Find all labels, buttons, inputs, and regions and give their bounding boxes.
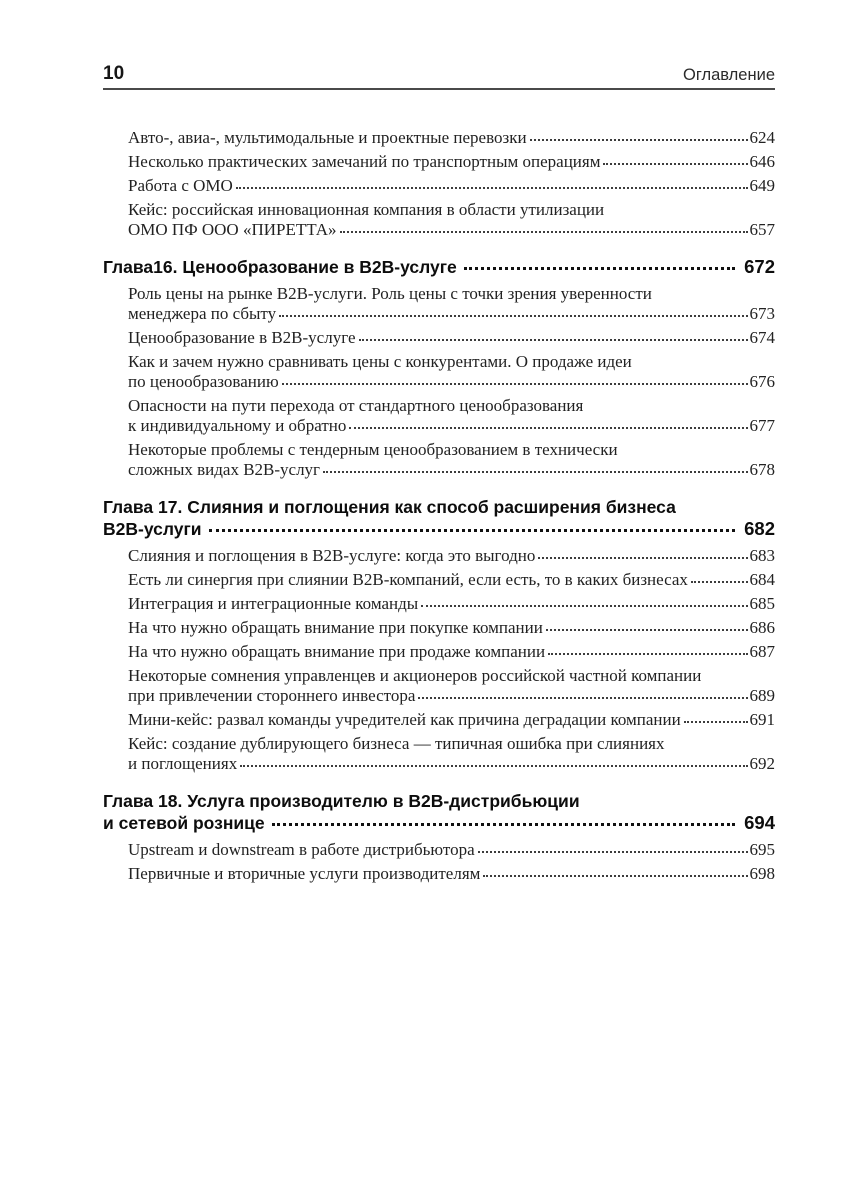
page-ref: 624: [749, 128, 775, 147]
entry-line: [128, 352, 775, 372]
toc-entry: [128, 864, 775, 884]
toc-entry: [128, 594, 775, 614]
page-ref: 657: [749, 220, 775, 239]
page-ref: 682: [744, 518, 775, 539]
entry-line: [128, 710, 775, 730]
chapter-line: [103, 812, 775, 834]
page-ref: 686: [749, 618, 775, 637]
toc-entry: [128, 570, 775, 590]
toc-entry: [128, 440, 775, 480]
page-ref: 684: [749, 570, 775, 589]
page-ref: 691: [749, 710, 775, 729]
leader-dots: [209, 529, 736, 532]
leader-dots: [323, 471, 747, 473]
leader-dots: [691, 581, 748, 583]
toc-entry: [128, 284, 775, 324]
chapter-text: В2В-услуги: [103, 519, 202, 539]
entry-line: [128, 546, 775, 566]
entry-line: [128, 416, 775, 436]
leader-dots: [282, 383, 748, 385]
toc-entry: [128, 396, 775, 436]
chapter-text: Глава 18. Услуга производителю в В2В-дистрибьюции: [103, 791, 580, 811]
entry-text: Кейс: создание дублирующего бизнеса — типичная ошибка при слияниях: [128, 734, 665, 753]
page-ref: 672: [744, 256, 775, 277]
entry-line: [128, 594, 775, 614]
page-ref: 649: [749, 176, 775, 195]
entry-line: [128, 440, 775, 460]
running-title: Оглавление: [683, 65, 775, 84]
entry-line: [128, 152, 775, 172]
page-ref: 673: [749, 304, 775, 323]
entry-line: [128, 396, 775, 416]
leader-dots: [421, 605, 747, 607]
entry-text: Работа с ОМО: [128, 176, 233, 195]
entry-text: Мини-кейс: развал команды учредителей как причина деградации компании: [128, 710, 681, 729]
entry-text: Кейс: российская инновационная компания в области утилизации: [128, 200, 605, 219]
chapter-heading: [103, 790, 775, 834]
entry-line: [128, 460, 775, 480]
entry-text: Некоторые сомнения управленцев и акционеров российской частной компании: [128, 666, 702, 685]
leader-dots: [349, 427, 747, 429]
leader-dots: [546, 629, 748, 631]
page-ref: 646: [749, 152, 775, 171]
page-ref: 689: [749, 686, 775, 705]
chapter-line: [103, 518, 775, 540]
entry-text: Слияния и поглощения в В2В-услуге: когда это выгодно: [128, 546, 536, 565]
chapter-text: Глава 17. Слияния и поглощения как способ расширения бизнеса: [103, 497, 676, 517]
table-of-contents: [103, 128, 775, 884]
entry-text: Авто-, авиа-, мультимодальные и проектные перевозки: [128, 128, 527, 147]
leader-dots: [464, 267, 735, 270]
entry-line: [128, 304, 775, 324]
leader-dots: [340, 231, 748, 233]
toc-entry: [128, 546, 775, 566]
toc-entry: [128, 176, 775, 196]
leader-dots: [359, 339, 748, 341]
chapter-text: и сетевой рознице: [103, 813, 265, 833]
leader-dots: [483, 875, 747, 877]
entry-line: [128, 642, 775, 662]
entry-text: Ценообразование в В2В-услуге: [128, 328, 356, 347]
page-ref: 683: [749, 546, 775, 565]
toc-entry: [128, 200, 775, 240]
entry-text: Есть ли синергия при слиянии В2В-компаний, если есть, то в каких бизнесах: [128, 570, 688, 589]
entry-text: ОМО ПФ ООО «ПИРЕТТА»: [128, 220, 337, 239]
toc-entry: [128, 642, 775, 662]
entry-text: к индивидуальному и обратно: [128, 416, 347, 435]
page-number: 10: [103, 63, 125, 84]
page-header: [103, 64, 775, 90]
chapter-line: [103, 790, 775, 812]
entry-line: [128, 666, 775, 686]
toc-entry: [128, 328, 775, 348]
entry-text: по ценообразованию: [128, 372, 279, 391]
leader-dots: [478, 851, 748, 853]
leader-dots: [684, 721, 748, 723]
entry-text: Upstream и downstream в работе дистрибьютора: [128, 840, 475, 859]
page-ref: 678: [749, 460, 775, 479]
toc-entry: [128, 734, 775, 774]
entry-text: Несколько практических замечаний по транспортным операциям: [128, 152, 601, 171]
entry-text: Как и зачем нужно сравнивать цены с конкурентами. О продаже идеи: [128, 352, 632, 371]
entry-text: Роль цены на рынке В2В-услуги. Роль цены с точки зрения уверенности: [128, 284, 652, 303]
entry-line: [128, 176, 775, 196]
leader-dots: [418, 697, 747, 699]
toc-entry: [128, 618, 775, 638]
toc-entry: [128, 710, 775, 730]
leader-dots: [538, 557, 747, 559]
entry-line: [128, 328, 775, 348]
leader-dots: [279, 315, 747, 317]
toc-entry: [128, 666, 775, 706]
entry-text: сложных видах В2В-услуг: [128, 460, 321, 479]
entry-text: Первичные и вторичные услуги производителям: [128, 864, 481, 883]
leader-dots: [240, 765, 747, 767]
leader-dots: [530, 139, 748, 141]
page-ref: 687: [749, 642, 775, 661]
page-ref: 694: [744, 812, 775, 833]
chapter-text: Глава16. Ценообразование в В2В-услуге: [103, 257, 457, 277]
entry-line: [128, 754, 775, 774]
chapter-heading: [103, 256, 775, 278]
page-ref: 695: [749, 840, 775, 859]
entry-text: На что нужно обращать внимание при продаже компании: [128, 642, 546, 661]
entry-line: [128, 864, 775, 884]
page-ref: 677: [749, 416, 775, 435]
page-ref: 692: [749, 754, 775, 773]
toc-entry: [128, 128, 775, 148]
entry-line: [128, 220, 775, 240]
leader-dots: [548, 653, 747, 655]
entry-line: [128, 128, 775, 148]
toc-entry: [128, 352, 775, 392]
entry-text: и поглощениях: [128, 754, 238, 773]
entry-text: Интеграция и интеграционные команды: [128, 594, 419, 613]
chapter-line: [103, 496, 775, 518]
page-ref: 676: [749, 372, 775, 391]
leader-dots: [272, 823, 735, 826]
leader-dots: [236, 187, 748, 189]
entry-text: при привлечении стороннего инвестора: [128, 686, 416, 705]
entry-text: На что нужно обращать внимание при покупке компании: [128, 618, 543, 637]
entry-line: [128, 200, 775, 220]
entry-line: [128, 686, 775, 706]
entry-line: [128, 570, 775, 590]
entry-text: Опасности на пути перехода от стандартного ценообразования: [128, 396, 584, 415]
entry-line: [128, 372, 775, 392]
toc-entry: [128, 152, 775, 172]
chapter-line: [103, 256, 775, 278]
leader-dots: [603, 163, 747, 165]
chapter-heading: [103, 496, 775, 540]
entry-text: менеджера по сбыту: [128, 304, 277, 323]
toc-entry: [128, 840, 775, 860]
entry-text: Некоторые проблемы с тендерным ценообразованием в технически: [128, 440, 618, 459]
entry-line: [128, 284, 775, 304]
page-ref: 698: [749, 864, 775, 883]
page-ref: 674: [749, 328, 775, 347]
entry-line: [128, 734, 775, 754]
page-ref: 685: [749, 594, 775, 613]
entry-line: [128, 840, 775, 860]
entry-line: [128, 618, 775, 638]
